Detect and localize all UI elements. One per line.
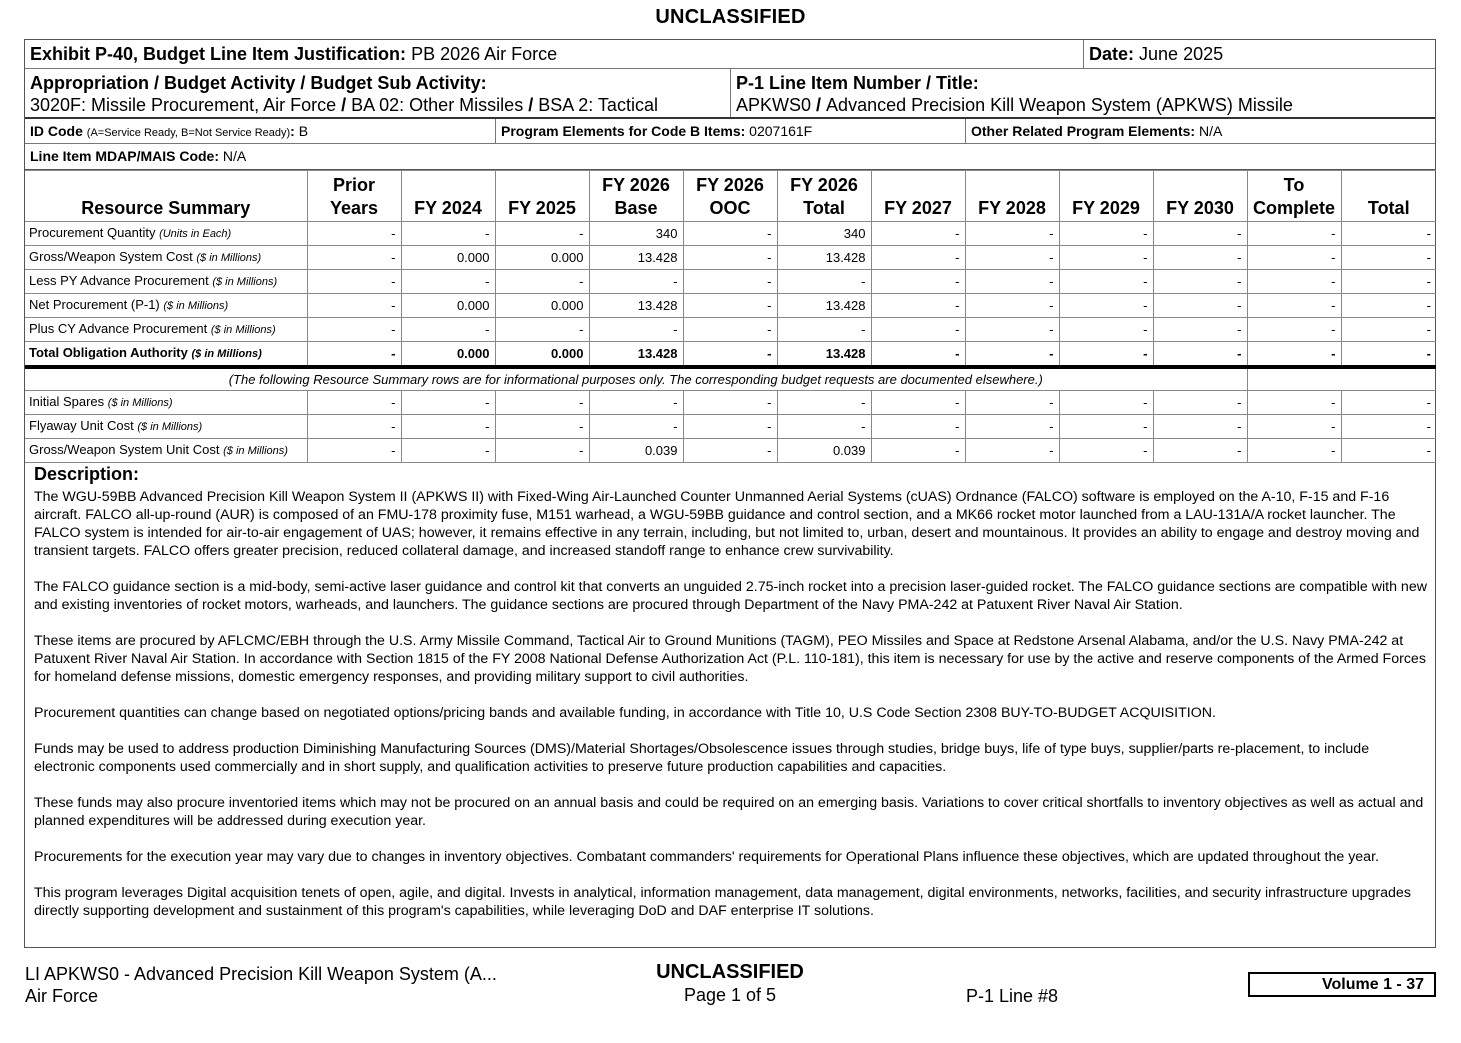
unit-note: ($ in Millions) — [196, 252, 262, 264]
description-paragraph: This program leverages Digital acquisition tenets of open, agile, and digital. Invests in analytical, information management, data management, digital environments, networks, facilities, and security infrastructure upgrades directly supporting development and sustainment of this program's capabilities, while leveraging DoD and DAF enterprise IT solutions. — [34, 885, 1411, 919]
table-cell: - — [871, 318, 965, 342]
table-cell: - — [1153, 294, 1247, 318]
table-cell: 340 — [589, 222, 683, 246]
table-cell: - — [1059, 342, 1153, 368]
description-paragraph: Procurement quantities can change based on negotiated options/pricing bands and available funding, in accordance with Title 10, U.S Code Section 2308 BUY-TO-BUDGET ACQUISITION. — [34, 705, 1216, 721]
program-elements-value: 0207161F — [749, 123, 813, 139]
informational-note-row — [25, 367, 1436, 391]
table-cell: - — [965, 342, 1059, 368]
table-cell: - — [1247, 270, 1341, 294]
classification-banner-bottom: UNCLASSIFIED — [656, 961, 804, 983]
table-cell: - — [401, 222, 495, 246]
table-cell: - — [1059, 246, 1153, 270]
footer-p1-line: P-1 Line #8 — [966, 986, 1059, 1006]
description-paragraph: The WGU-59BB Advanced Precision Kill Weapon System II (APKWS II) with Fixed-Wing Air-Launched Counter Unmanned Aerial Systems (cUAS) Ordnance (FALCO) software is employed on the A-10, F-15 and F-16 aircraft. FALCO all-up-round (AUR) is composed of an FMU-178 proximity fuse, M151 warhead, a WGU-59BB guidance and control section, and a MK66 rocket motor launched from a LAU-131A/A rocket launcher. The FALCO system is intended for air-to-air engagement of UAS; however, it remains effective in any terrain, including, but not limited to, urban, desert and mountainous. It provides an ability to engage and destroy moving and transient targets. FALCO offers greater precision, reduced collateral damage, and increased standoff range to enhance crew survivability. — [34, 489, 1420, 559]
column-header: To Complete — [1247, 171, 1341, 222]
table-row — [25, 342, 1436, 368]
table-cell: - — [1153, 270, 1247, 294]
table-row — [25, 270, 1436, 294]
table-cell: - — [871, 246, 965, 270]
exhibit-value: PB 2026 Air Force — [411, 44, 558, 64]
other-program-elements-cell — [965, 119, 1436, 143]
id-code-label: ID Code — [30, 123, 83, 139]
table-cell: - — [777, 270, 871, 294]
table-cell: - — [1153, 415, 1247, 439]
p1-line-item-cell — [730, 69, 1436, 117]
table-cell: - — [589, 318, 683, 342]
table-cell: - — [1247, 246, 1341, 270]
column-header: FY 2026 Total — [777, 171, 871, 222]
table-cell: - — [1247, 342, 1341, 368]
classification-banner-top: UNCLASSIFIED — [655, 6, 806, 28]
table-cell: 13.428 — [777, 294, 871, 318]
table-row — [25, 415, 1436, 439]
program-elements-cell — [495, 119, 965, 143]
table-cell: - — [589, 415, 683, 439]
description-title: Description: — [34, 464, 140, 484]
table-row — [25, 391, 1436, 415]
table-cell: 13.428 — [589, 342, 683, 368]
column-header: FY 2028 — [965, 171, 1059, 222]
table-cell: - — [965, 222, 1059, 246]
table-cell: - — [1341, 222, 1436, 246]
table-cell: - — [965, 246, 1059, 270]
unit-note: ($ in Millions) — [210, 324, 276, 336]
appropriation-label: Appropriation / Budget Activity / Budget Sub Activity: — [30, 73, 487, 93]
table-cell: 0.000 — [495, 342, 589, 368]
appropriation-cell — [25, 69, 730, 117]
table-cell: 13.428 — [777, 342, 871, 368]
row-label: Procurement Quantity (Units in Each) — [25, 222, 307, 246]
table-cell: - — [965, 318, 1059, 342]
table-cell: - — [871, 222, 965, 246]
table-cell: - — [965, 294, 1059, 318]
table-cell: - — [1059, 294, 1153, 318]
informational-note: (The following Resource Summary rows are for informational purposes only. The corresponding budget requests are documented elsewhere.) — [25, 367, 1247, 391]
table-cell: - — [1341, 391, 1436, 415]
column-header: FY 2030 — [1153, 171, 1247, 222]
table-cell: - — [965, 439, 1059, 463]
table-cell: - — [401, 415, 495, 439]
footer-service: Air Force — [25, 986, 99, 1006]
table-cell: - — [1059, 439, 1153, 463]
unit-note: ($ in Millions) — [163, 300, 229, 312]
table-row — [25, 439, 1436, 463]
table-cell: - — [777, 318, 871, 342]
table-cell: 0.000 — [401, 342, 495, 368]
unit-note: ($ in Millions) — [212, 276, 278, 288]
table-cell: - — [871, 415, 965, 439]
id-code-row — [25, 119, 1435, 144]
program-elements-label: Program Elements for Code B Items: — [501, 123, 746, 139]
table-cell: - — [965, 391, 1059, 415]
table-cell: - — [1153, 391, 1247, 415]
exhibit-frame — [24, 39, 1436, 948]
table-cell: - — [965, 415, 1059, 439]
table-cell: - — [307, 391, 401, 415]
table-cell: - — [307, 222, 401, 246]
table-cell: - — [1341, 415, 1436, 439]
table-cell: - — [1153, 342, 1247, 368]
unit-note: ($ in Millions) — [223, 445, 288, 457]
table-cell: - — [1247, 391, 1341, 415]
table-cell: - — [1247, 318, 1341, 342]
table-cell: - — [307, 342, 401, 368]
table-cell: - — [777, 415, 871, 439]
table-cell: - — [495, 391, 589, 415]
table-cell: - — [1247, 294, 1341, 318]
p1-label: P-1 Line Item Number / Title: — [736, 73, 979, 93]
table-cell: - — [683, 270, 777, 294]
mdap-label: Line Item MDAP/MAIS Code: — [30, 148, 220, 164]
table-cell: 13.428 — [589, 246, 683, 270]
table-cell: - — [1247, 415, 1341, 439]
description-paragraph: These items are procured by AFLCMC/EBH through the U.S. Army Missile Command, Tactical Air to Ground Munitions (TAGM), PEO Missiles and Space at Redstone Arsenal Alabama, and/or the U.S. Navy PMA-242 at Patuxent River Naval Air Station. In accordance with Section 1815 of the FY 2008 National Defense Authorization Act (P.L. 110-181), this item is necessary for use by the active and reserve components of the Armed Forces for homeland defense missions, domestic emergency responses, and providing military support to civil authorities. — [34, 633, 1426, 685]
column-header: FY 2026 Base — [589, 171, 683, 222]
table-cell: - — [1153, 318, 1247, 342]
table-row — [25, 246, 1436, 270]
column-header: FY 2029 — [1059, 171, 1153, 222]
date-cell — [1083, 40, 1436, 68]
page-number: Page 1 of 5 — [683, 985, 777, 1005]
date-label: Date: — [1089, 44, 1135, 64]
table-row — [25, 318, 1436, 342]
footer-left — [25, 963, 497, 1007]
table-cell: - — [683, 342, 777, 368]
table-cell: - — [1153, 439, 1247, 463]
column-header: FY 2027 — [871, 171, 965, 222]
table-cell: 13.428 — [777, 246, 871, 270]
unit-note: ($ in Millions) — [107, 397, 173, 409]
table-cell: - — [401, 270, 495, 294]
table-cell: - — [1341, 246, 1436, 270]
table-cell: - — [495, 415, 589, 439]
unit-note: ($ in Millions) — [191, 348, 262, 360]
date-value: June 2025 — [1139, 44, 1224, 64]
exhibit-label: Exhibit P-40, Budget Line Item Justification: — [30, 44, 407, 64]
table-cell: 0.039 — [589, 439, 683, 463]
row-label: Gross/Weapon System Cost ($ in Millions) — [25, 246, 307, 270]
column-header: Prior Years — [307, 171, 401, 222]
table-cell: - — [683, 415, 777, 439]
row-label: Less PY Advance Procurement ($ in Millions) — [25, 270, 307, 294]
column-header: FY 2026 OOC — [683, 171, 777, 222]
table-cell: 0.000 — [401, 246, 495, 270]
mdap-cell — [25, 144, 1436, 169]
p1-value: APKWS0 / Advanced Precision Kill Weapon System (APKWS) Missile — [736, 95, 1293, 115]
table-header-row — [25, 171, 1436, 222]
row-label: Plus CY Advance Procurement ($ in Millions) — [25, 318, 307, 342]
column-header: Total — [1341, 171, 1436, 222]
row-label: Gross/Weapon System Unit Cost ($ in Millions) — [25, 439, 307, 463]
row-label: Net Procurement (P-1) ($ in Millions) — [25, 294, 307, 318]
table-cell: - — [1059, 270, 1153, 294]
table-cell: - — [777, 391, 871, 415]
column-header: FY 2025 — [495, 171, 589, 222]
table-row — [25, 222, 1436, 246]
table-cell: - — [1247, 439, 1341, 463]
table-cell: - — [1153, 222, 1247, 246]
table-cell: - — [871, 270, 965, 294]
table-cell: - — [1341, 270, 1436, 294]
empty-cell — [1247, 367, 1436, 391]
description-section — [34, 464, 1429, 938]
table-cell: 0.000 — [401, 294, 495, 318]
table-cell: - — [307, 294, 401, 318]
exhibit-title — [25, 40, 1083, 68]
table-cell: - — [589, 270, 683, 294]
table-cell: - — [683, 246, 777, 270]
row-label: Total Obligation Authority ($ in Millions) — [25, 342, 307, 368]
table-cell: - — [307, 318, 401, 342]
table-cell: - — [307, 439, 401, 463]
row-label: Initial Spares ($ in Millions) — [25, 391, 307, 415]
table-cell: - — [683, 294, 777, 318]
table-cell: - — [871, 294, 965, 318]
table-cell: - — [683, 318, 777, 342]
unit-note: (Units in Each) — [159, 228, 232, 240]
table-cell: - — [1059, 318, 1153, 342]
table-cell: - — [495, 318, 589, 342]
table-cell: - — [495, 439, 589, 463]
table-cell: - — [307, 415, 401, 439]
table-cell: - — [1341, 342, 1436, 368]
table-cell: - — [1341, 439, 1436, 463]
table-cell: - — [307, 270, 401, 294]
table-cell: 0.000 — [495, 294, 589, 318]
unit-note: ($ in Millions) — [137, 421, 203, 433]
description-paragraph: Procurements for the execution year may vary due to changes in inventory objectives. Combatant commanders' requirements for Operational Plans influence these objectives, which are updated throughout the year. — [34, 849, 1379, 865]
table-row — [25, 294, 1436, 318]
description-paragraph: The FALCO guidance section is a mid-body, semi-active laser guidance and control kit that converts an unguided 2.75-inch rocket into a precision laser-guided rocket. The FALCO guidance sections are compatible with new and existing inventories of rocket motors, warheads, and launchers. The guidance sections are procured through Department of the Navy PMA-242 at Patuxent River Naval Air Station. — [34, 579, 1427, 613]
table-cell: - — [683, 439, 777, 463]
description-paragraph: Funds may be used to address production Diminishing Manufacturing Sources (DMS)/Material Shortages/Obsolescence issues through studies, bridge buys, life of type buys, supplier/parts re-placement, to include electronic components used commercially and in short supply, and qualification activities to preserve future production capabilities and capacities. — [34, 741, 1370, 775]
appropriation-value: 3020F: Missile Procurement, Air Force / BA 02: Other Missiles / BSA 2: Tactical — [30, 95, 658, 115]
mdap-row — [25, 144, 1435, 170]
table-cell: - — [401, 439, 495, 463]
table-cell: - — [965, 270, 1059, 294]
table-cell: - — [1341, 294, 1436, 318]
table-cell: - — [401, 391, 495, 415]
table-cell: - — [1247, 222, 1341, 246]
table-cell: - — [401, 318, 495, 342]
id-code-cell: ID Code (A=Service Ready, B=Not Service Ready): B — [30, 123, 309, 139]
table-cell: - — [871, 342, 965, 368]
table-cell: - — [1059, 391, 1153, 415]
description-paragraph: These funds may also procure inventoried items which may not be procured on an annual basis and could be required on an emerging basis. Variations to cover critical shortfalls to inventory objectives as well as actual and planned expenditures will be addressed during execution year. — [34, 795, 1424, 829]
table-cell: - — [307, 246, 401, 270]
id-code-value: B — [298, 123, 309, 139]
table-cell: - — [1059, 415, 1153, 439]
resource-summary-body — [25, 222, 1436, 463]
table-cell: - — [871, 439, 965, 463]
row-label: Flyaway Unit Cost ($ in Millions) — [25, 415, 307, 439]
table-cell: - — [589, 391, 683, 415]
table-cell: - — [1059, 222, 1153, 246]
table-cell: - — [683, 222, 777, 246]
table-cell: 0.000 — [495, 246, 589, 270]
volume-box: Volume 1 - 37 — [1248, 972, 1436, 997]
table-cell: - — [495, 270, 589, 294]
appropriation-row — [25, 69, 1435, 119]
id-code-note: (A=Service Ready, B=Not Service Ready) — [86, 127, 291, 139]
other-program-elements-label: Other Related Program Elements: — [971, 123, 1196, 139]
table-cell: - — [683, 391, 777, 415]
table-cell: - — [1341, 318, 1436, 342]
resource-summary-table — [25, 170, 1436, 463]
column-header: Resource Summary — [25, 171, 307, 222]
column-header: FY 2024 — [401, 171, 495, 222]
exhibit-title-row — [25, 40, 1435, 69]
table-cell: 340 — [777, 222, 871, 246]
table-cell: - — [1153, 246, 1247, 270]
table-cell: - — [495, 222, 589, 246]
table-cell: 0.039 — [777, 439, 871, 463]
footer-line-item: LI APKWS0 - Advanced Precision Kill Weapon System (A... — [25, 964, 497, 984]
mdap-value: N/A — [222, 148, 247, 164]
table-cell: - — [871, 391, 965, 415]
other-program-elements-value: N/A — [1198, 123, 1223, 139]
table-cell: 13.428 — [589, 294, 683, 318]
footer-center — [580, 960, 880, 1006]
